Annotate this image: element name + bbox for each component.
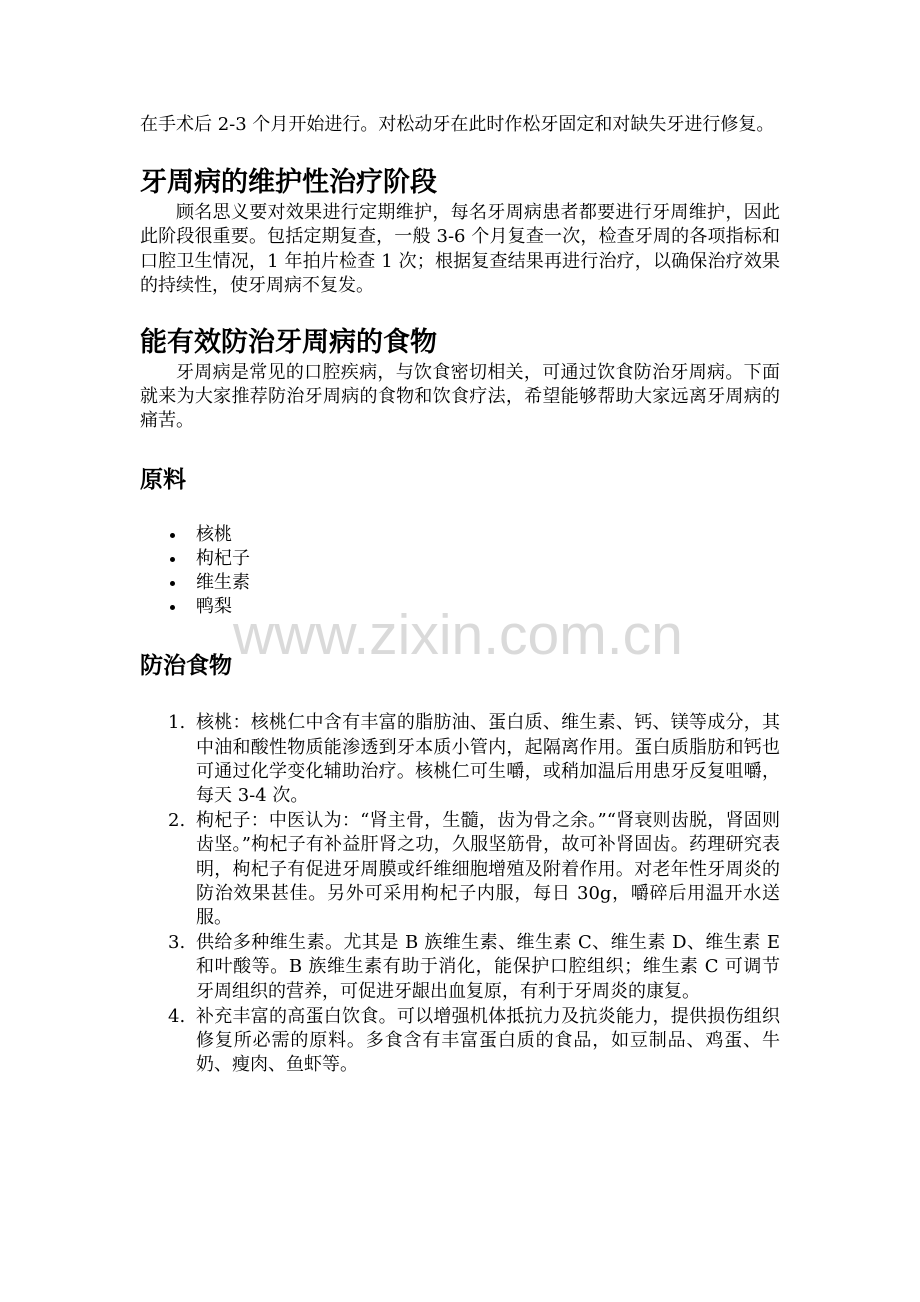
maintenance-paragraph: 顾名思义要对效果进行定期维护，每名牙周病患者都要进行牙周维护，因此此阶段很重要。包括定期复查，一般 3-6 个月复查一次，检查牙周的各项指标和口腔卫生情况，1 年拍片检查 1 次；根据复查结果再进行治疗，以确保治疗效果的持续性，使牙周病不复发。 xyxy=(140,202,780,296)
foods-heading: 能有效防治牙周病的食物 xyxy=(140,327,437,359)
list-number: 4. xyxy=(168,1005,186,1027)
continuation-paragraph: 在手术后 2-3 个月开始进行。对松动牙在此时作松牙固定和对缺失牙进行修复。 xyxy=(140,114,775,135)
bullet-icon xyxy=(170,581,175,586)
list-item xyxy=(140,571,780,595)
list-item-text: 供给多种维生素。尤其是 B 族维生素、维生素 C、维生素 D、维生素 E 和叶酸等。B 族维生素有助于消化，能保护口腔组织；维生素 C 可调节牙周组织的营养，可促进牙龈出血复原，有利于牙周炎的康复。 xyxy=(196,932,780,1002)
watermark: www.zixin.com.cn xyxy=(233,603,683,667)
list-item xyxy=(140,547,780,571)
document-body xyxy=(140,113,780,1077)
list-item xyxy=(140,523,780,547)
list-item xyxy=(140,711,780,808)
list-number: 3. xyxy=(168,932,186,954)
list-item xyxy=(140,809,780,930)
ingredient-label: 枸杞子 xyxy=(196,547,250,569)
list-item-text: 补充丰富的高蛋白饮食。可以增强机体抵抗力及抗炎能力，提供损伤组织修复所必需的原料。多食含有丰富蛋白质的食品，如豆制品、鸡蛋、牛奶、瘦肉、鱼虾等。 xyxy=(196,1005,780,1076)
bullet-icon xyxy=(170,533,175,538)
prevention-list xyxy=(140,711,780,1077)
ingredients-list xyxy=(140,523,780,620)
list-item-text: 枸杞子：中医认为：“肾主骨，生髓，齿为骨之余。”“肾衰则齿脱，肾固则齿坚。”枸杞子有补益肝肾之功，久服坚筋骨，故可补肾固齿。药理研究表明，枸杞子有促进牙周膜或纤维细胞增殖及附着作用。对老年性牙周炎的防治效果甚佳。另外可采用枸杞子内服，每日 30g，嚼碎后用温开水送服。 xyxy=(196,810,780,929)
ingredient-label: 鸭梨 xyxy=(196,596,232,618)
ingredient-label: 核桃 xyxy=(196,523,232,545)
bullet-icon xyxy=(170,557,175,562)
ingredient-label: 维生素 xyxy=(196,572,250,594)
list-item xyxy=(140,1005,780,1078)
ingredients-heading: 原料 xyxy=(140,466,186,493)
maintenance-heading: 牙周病的维护性治疗阶段 xyxy=(140,167,437,199)
list-number: 2. xyxy=(168,810,186,832)
list-number: 1. xyxy=(168,712,186,734)
bullet-icon xyxy=(170,605,175,610)
foods-paragraph: 牙周病是常见的口腔疾病，与饮食密切相关，可通过饮食防治牙周病。下面就来为大家推荐防治牙周病的食物和饮食疗法，希望能够帮助大家远离牙周病的痛苦。 xyxy=(140,362,780,432)
list-item xyxy=(140,595,780,619)
list-item xyxy=(140,931,780,1004)
prevention-heading: 防治食物 xyxy=(140,653,232,680)
list-item-text: 核桃：核桃仁中含有丰富的脂肪油、蛋白质、维生素、钙、镁等成分，其中油和酸性物质能渗透到牙本质小管内，起隔离作用。蛋白质脂肪和钙也可通过化学变化辅助治疗。核桃仁可生嚼，或稍加温后用患牙反复咀嚼，每天 3-4 次。 xyxy=(196,712,780,807)
